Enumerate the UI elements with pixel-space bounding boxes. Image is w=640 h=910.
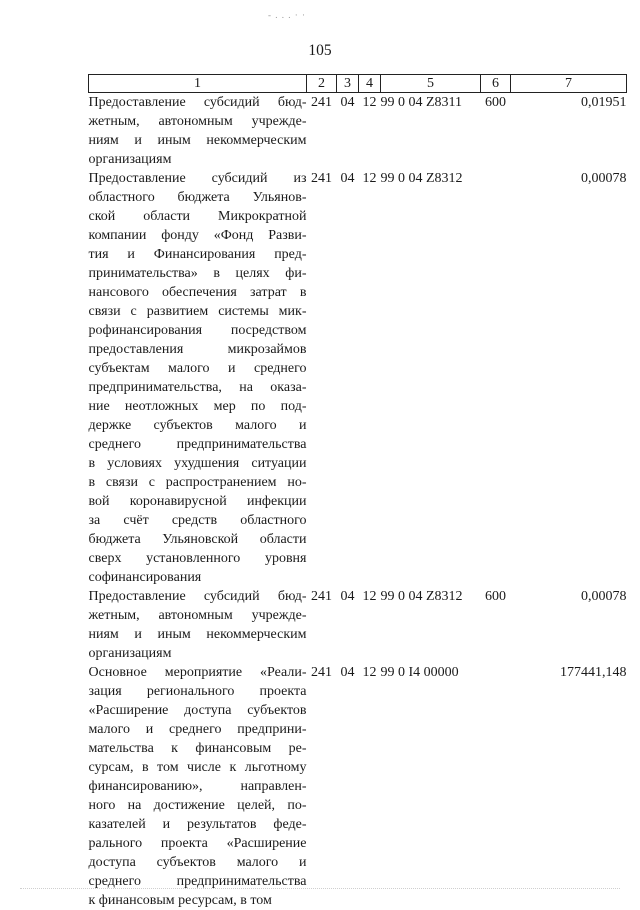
- row-name-line: Предоставление субсидий бюд-: [89, 587, 307, 606]
- row-name-line: «Расширение доступа субъектов: [89, 701, 307, 720]
- row-name-line: за счёт средств областного: [89, 511, 307, 530]
- row-name-line: областного бюджета Ульянов-: [89, 188, 307, 207]
- amount-cell: 0,01951: [511, 93, 627, 170]
- row-name-line: Предоставление субсидий из: [89, 169, 307, 188]
- amount-cell: 0,00078: [511, 587, 627, 663]
- row-name-cell: [89, 663, 307, 910]
- row-name-line: зация регионального проекта: [89, 682, 307, 701]
- table-row: [89, 587, 627, 663]
- table-row: [89, 169, 627, 587]
- subsection-code-cell: 12: [359, 93, 381, 170]
- row-name-line: связи с развитием системы мик-: [89, 302, 307, 321]
- budget-table: [88, 74, 627, 910]
- row-name-line: держке субъектов малого и: [89, 416, 307, 435]
- column-header-7: 7: [511, 75, 627, 93]
- row-name-line: рального проекта «Расширение: [89, 834, 307, 853]
- row-name-line: казателей и результатов феде-: [89, 815, 307, 834]
- row-name-line: ниям и иным некоммерческим: [89, 625, 307, 644]
- column-header-3: 3: [337, 75, 359, 93]
- row-name-line: ного на достижение целей, по-: [89, 796, 307, 815]
- row-name-line: сурсам, в том числе к льготному: [89, 758, 307, 777]
- section-code-cell: 04: [337, 169, 359, 587]
- column-header-4: 4: [359, 75, 381, 93]
- row-name-line: нансового обеспечения затрат в: [89, 283, 307, 302]
- row-name-line: ской области Микрократной: [89, 207, 307, 226]
- expense-type-cell: [481, 663, 511, 910]
- row-name-line: предоставления микрозаймов: [89, 340, 307, 359]
- row-name-line: ниям и иным некоммерческим: [89, 131, 307, 150]
- row-name-cell: [89, 93, 307, 170]
- column-header-6: 6: [481, 75, 511, 93]
- row-name-line: среднего предпринимательства: [89, 435, 307, 454]
- row-name-line: среднего предпринимательства: [89, 872, 307, 891]
- scan-artifact: - . . . · ·: [268, 10, 306, 20]
- row-name-line: субъектам малого и среднего: [89, 359, 307, 378]
- row-name-line: предпринимательства, на оказа-: [89, 378, 307, 397]
- row-name-cell: [89, 169, 307, 587]
- section-code-cell: 04: [337, 587, 359, 663]
- target-article-cell: 99 0 04 Z8312: [381, 169, 481, 587]
- row-name-line: бюджета Ульяновской области: [89, 530, 307, 549]
- subsection-code-cell: 12: [359, 587, 381, 663]
- admin-code-cell: 241: [307, 663, 337, 910]
- row-name-line: жетным, автономным учрежде-: [89, 606, 307, 625]
- row-name-line: рофинансирования посредством: [89, 321, 307, 340]
- column-header-5: 5: [381, 75, 481, 93]
- row-name-line: принимательства» в целях фи-: [89, 264, 307, 283]
- row-name-line: к финансовым ресурсам, в том: [89, 891, 307, 910]
- target-article-cell: 99 0 04 Z8312: [381, 587, 481, 663]
- amount-cell: 0,00078: [511, 169, 627, 587]
- row-name-line: сверх установленного уровня: [89, 549, 307, 568]
- row-name-cell: [89, 587, 307, 663]
- row-name-line: тия и Финансирования пред-: [89, 245, 307, 264]
- row-name-line: софинансирования: [89, 568, 307, 587]
- header-row: [89, 75, 627, 93]
- admin-code-cell: 241: [307, 169, 337, 587]
- table-row: [89, 93, 627, 170]
- expense-type-cell: 600: [481, 587, 511, 663]
- expense-type-cell: [481, 169, 511, 587]
- row-name-line: финансированию», направлен-: [89, 777, 307, 796]
- target-article-cell: 99 0 04 Z8311: [381, 93, 481, 170]
- expense-type-cell: 600: [481, 93, 511, 170]
- column-header-1: 1: [89, 75, 307, 93]
- row-name-line: в условиях ухудшения ситуации: [89, 454, 307, 473]
- section-code-cell: 04: [337, 93, 359, 170]
- table-row: [89, 663, 627, 910]
- row-name-line: вой коронавирусной инфекции: [89, 492, 307, 511]
- amount-cell: 177441,148: [511, 663, 627, 910]
- row-name-line: организациям: [89, 150, 307, 169]
- row-name-line: малого и среднего предприни-: [89, 720, 307, 739]
- subsection-code-cell: 12: [359, 169, 381, 587]
- admin-code-cell: 241: [307, 93, 337, 170]
- row-name-line: в связи с распространением но-: [89, 473, 307, 492]
- section-code-cell: 04: [337, 663, 359, 910]
- row-name-line: Основное мероприятие «Реали-: [89, 663, 307, 682]
- page-number: 105: [0, 42, 640, 60]
- row-name-line: ние неотложных мер по под-: [89, 397, 307, 416]
- row-name-line: доступа субъектов малого и: [89, 853, 307, 872]
- row-name-line: компании фонду «Фонд Разви-: [89, 226, 307, 245]
- row-name-line: жетным, автономным учрежде-: [89, 112, 307, 131]
- admin-code-cell: 241: [307, 587, 337, 663]
- table-body: [89, 93, 627, 910]
- subsection-code-cell: 12: [359, 663, 381, 910]
- bottom-scan-edge: [20, 888, 620, 890]
- row-name-line: организациям: [89, 644, 307, 663]
- column-header-2: 2: [307, 75, 337, 93]
- row-name-line: мательства к финансовым ре-: [89, 739, 307, 758]
- row-name-line: Предоставление субсидий бюд-: [89, 93, 307, 112]
- target-article-cell: 99 0 I4 00000: [381, 663, 481, 910]
